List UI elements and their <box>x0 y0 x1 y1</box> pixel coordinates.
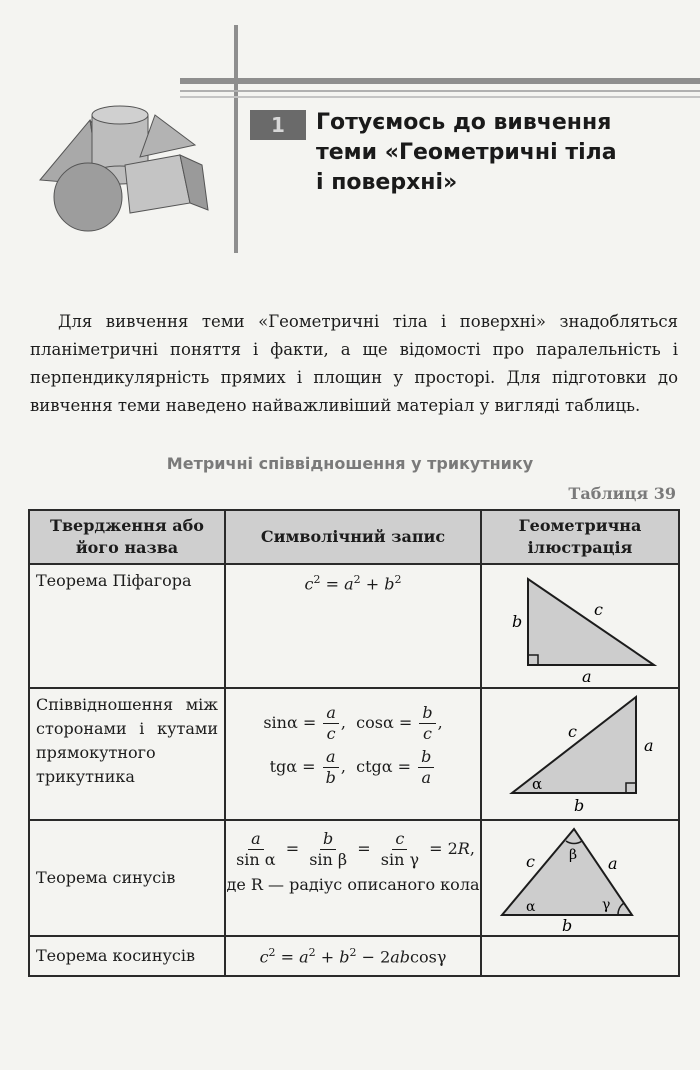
section-number-badge: 1 <box>250 110 306 140</box>
table-row <box>29 564 679 688</box>
law-of-sines-note: де R — радіус описаного кола <box>226 875 480 894</box>
title-line: теми «Геометричні тіла <box>316 140 617 165</box>
header-horizontal-line <box>180 90 700 92</box>
title-line: і поверхні» <box>316 170 458 195</box>
pythagoras-formula: $c^2 = a^2 + b^2$ <box>304 573 402 594</box>
statement-cell: Теорема Піфагора <box>29 564 225 688</box>
illustration-cell <box>481 564 679 688</box>
header-vertical-line <box>234 25 238 253</box>
metric-relations-table <box>28 509 680 977</box>
law-of-sines-formula: $\frac{a}{\text{sin α}}$ = $\frac{b}{\text{sin β}}$ = $\frac{c}{\text{sin γ}}$ = 2R, <box>236 829 475 869</box>
table-row <box>29 688 679 820</box>
side-label-c: c <box>594 600 603 619</box>
statement-cell: Теорема косинусів <box>29 936 225 976</box>
formula-cell <box>225 564 481 688</box>
header-horizontal-band <box>180 78 700 84</box>
side-label-b: b <box>562 916 573 931</box>
angle-label-beta: β <box>569 847 578 863</box>
intro-paragraph: Для вивчення теми «Геометричні тіла і поверхні» знадобляться планіметричні поняття і факти, а ще відомості про паралельність і перпендикулярність прямих і площин у просторі. Для підготовки до вивчення теми наведено найважливіший матеріал у вигляді таблиць. <box>30 312 678 415</box>
angle-label-alpha: α <box>526 899 536 915</box>
formula-cell <box>225 936 481 976</box>
side-label-a: a <box>608 854 618 873</box>
angle-label-alpha: α <box>532 775 543 793</box>
table-row <box>29 936 679 976</box>
statement-cell: Співвідношення між сторонами і кутами прямокутного трикутника <box>29 688 225 820</box>
column-header: Геометрична ілюстрація <box>481 510 679 564</box>
illustration-cell-empty <box>481 936 679 976</box>
illustration-cell <box>481 820 679 936</box>
side-label-c: c <box>526 852 535 871</box>
table-title: Метричні співвідношення у трикутнику <box>166 454 534 473</box>
side-label-c: c <box>568 722 577 741</box>
column-header: Символічний запис <box>225 510 481 564</box>
law-of-cosines-formula: $c^2 = a^2 + b^2 - 2abcos\gamma$ <box>259 945 447 967</box>
header-horizontal-line <box>180 96 700 98</box>
geometric-solids-illustration <box>30 95 230 245</box>
angle-label-gamma: γ <box>602 897 611 913</box>
section-title <box>316 108 686 198</box>
column-header: Твердження або його назва <box>29 510 225 564</box>
statement-cell: Теорема синусів <box>29 820 225 936</box>
side-label-b: b <box>512 612 523 631</box>
table-row <box>29 820 679 936</box>
right-triangle-diagram <box>482 565 676 683</box>
illustration-cell <box>481 688 679 820</box>
side-label-b: b <box>574 796 585 815</box>
trig-ratios-formula: sinα = $\frac{a}{c}$ , cosα = $\frac{b}{c}$ , tgα = $\frac{a}{b}$ , ctgα = $\frac{b}{a}$ <box>263 703 443 787</box>
title-line: Готуємось до вивчення <box>316 110 612 135</box>
triangle-angles-diagram <box>482 821 676 931</box>
table-label: Таблиця 39 <box>568 484 676 503</box>
right-triangle-angle-diagram <box>482 689 676 815</box>
formula-cell <box>225 820 481 936</box>
table-header-row <box>29 510 679 564</box>
formula-cell <box>225 688 481 820</box>
side-label-a: a <box>582 667 592 683</box>
side-label-a: a <box>644 736 654 755</box>
